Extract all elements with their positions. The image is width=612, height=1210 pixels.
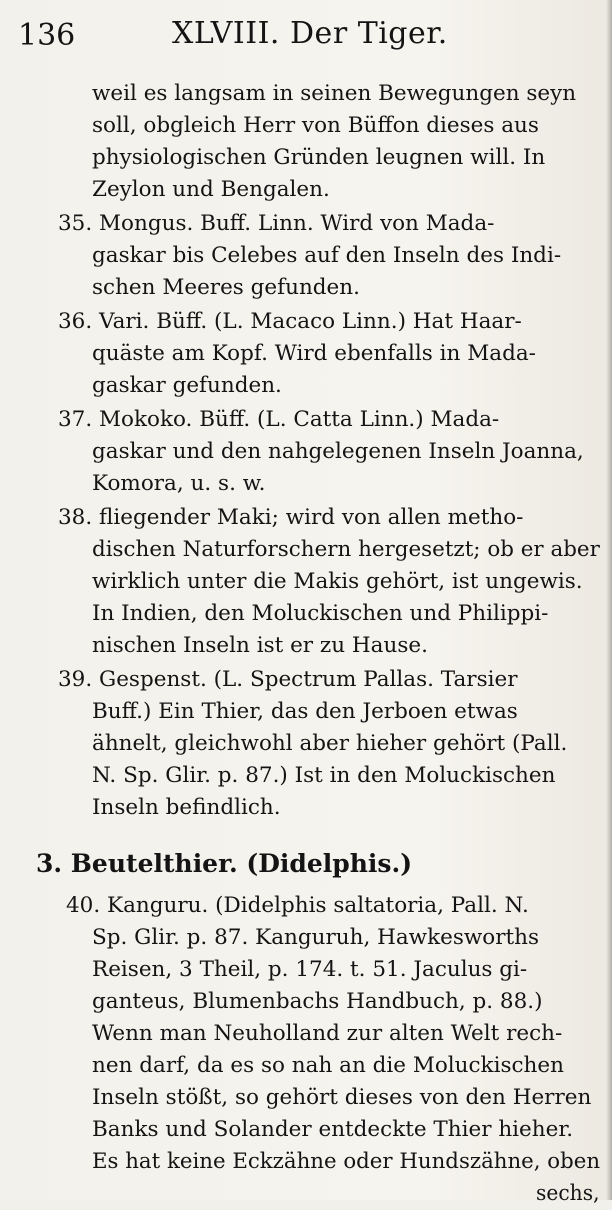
page-edge-shadow [606,0,612,1200]
entry-39: 39. Gespenst. (L. Spectrum Pallas. Tarsier [58,667,518,692]
text-line: Komora, u. s. w. [92,471,266,496]
text-line: gaskar und den nahgelegenen Inseln Joanna, [92,439,584,464]
page-number: 136 [18,18,76,53]
text-line: Inseln befindlich. [92,795,281,820]
text-line: weil es langsam in seinen Bewegungen seyn [92,81,577,106]
section-heading: 3. Beutelthier. (Didelphis.) [36,849,413,878]
text-line: N. Sp. Glir. p. 87.) Ist in den Moluckischen [92,763,556,788]
catchword: sechs, [536,1181,600,1206]
entry-40: 40. Kanguru. (Didelphis saltatoria, Pall. N. [66,893,529,918]
running-title: XLVIII. Der Tiger. [172,16,448,51]
entry-37: 37. Mokoko. Büff. (L. Catta Linn.) Mada- [58,407,500,432]
text-line: Zeylon und Bengalen. [92,177,330,202]
text-line: Reisen, 3 Theil, p. 174. t. 51. Jaculus gi- [92,957,528,982]
entry-38: 38. fliegender Maki; wird von allen metho- [58,505,524,530]
page-header [12,12,602,56]
text-line: gaskar bis Celebes auf den Inseln des Indi- [92,243,562,268]
text-line: wirklich unter die Makis gehört, ist ungewis. [92,569,583,594]
text-line: gaskar gefunden. [92,373,282,398]
text-line: Banks und Solander entdeckte Thier hieher. [92,1117,574,1142]
entry-36: 36. Vari. Büff. (L. Macaco Linn.) Hat Haar- [58,309,522,334]
text-line: schen Meeres gefunden. [92,275,360,300]
text-line: dischen Naturforschern hergesetzt; ob er aber [92,537,600,562]
text-line: ähnelt, gleichwohl aber hieher gehört (Pall. [92,731,568,756]
text-line: Inseln stößt, so gehört dieses von den Herren [92,1085,592,1110]
text-line: physiologischen Gründen leugnen will. In [92,145,546,170]
text-line: Es hat keine Eckzähne oder Hundszähne, oben [92,1149,601,1174]
text-line: ganteus, Blumenbachs Handbuch, p. 88.) [92,989,543,1014]
text-line: Wenn man Neuholland zur alten Welt rech- [92,1021,563,1046]
entry-35: 35. Mongus. Buff. Linn. Wird von Mada- [58,211,495,236]
text-line: nischen Inseln ist er zu Hause. [92,633,428,658]
text-line: soll, obgleich Herr von Büffon dieses aus [92,113,539,138]
text-line: Sp. Glir. p. 87. Kanguruh, Hawkesworths [92,925,540,950]
text-line: Buff.) Ein Thier, das den Jerboen etwas [92,699,518,724]
text-line: nen darf, da es so nah an die Moluckischen [92,1053,564,1078]
text-line: In Indien, den Moluckischen und Philippi- [92,601,549,626]
text-line: quäste am Kopf. Wird ebenfalls in Mada- [92,341,536,366]
